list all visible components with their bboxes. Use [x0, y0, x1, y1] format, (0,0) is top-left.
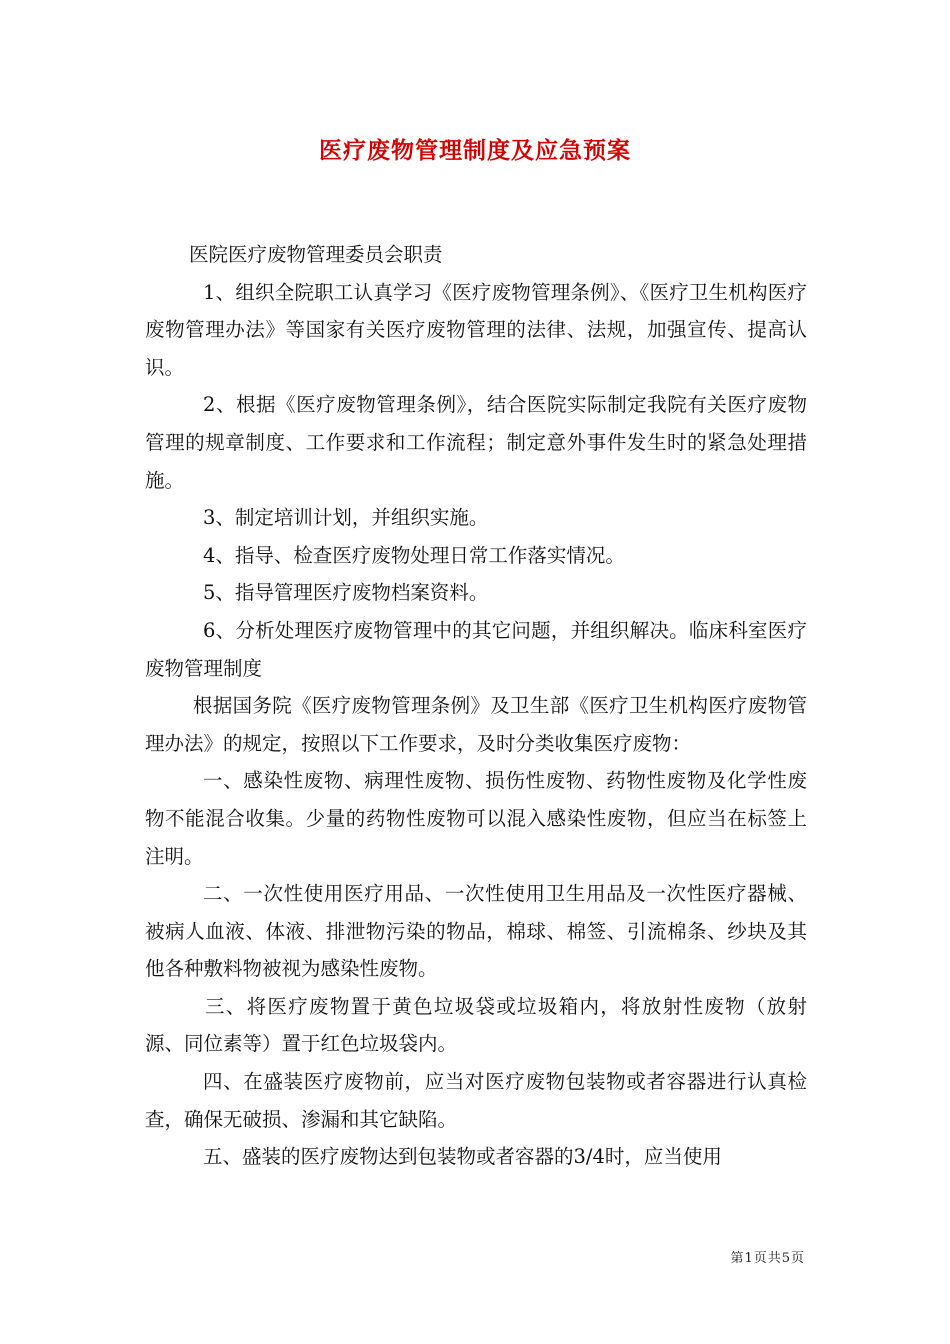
document-title: 医疗废物管理制度及应急预案 — [319, 137, 631, 164]
paragraph-8: 一、感染性废物、病理性废物、损伤性废物、药物性废物及化学性废物不能混合收集。少量的药物性废物可以混入感染性废物，但应当在标签上注明。 — [145, 769, 807, 868]
paragraph-7: 根据国务院《医疗废物管理条例》及卫生部《医疗卫生机构医疗废物管理办法》的规定，按照以下工作要求，及时分类收集医疗废物： — [145, 694, 807, 755]
paragraph-2: 2、根据《医疗废物管理条例》，结合医院实际制定我院有关医疗废物管理的规章制度、工作要求和工作流程；制定意外事件发生时的紧急处理措施。 — [145, 393, 807, 492]
paragraph-11: 四、在盛装医疗废物前，应当对医疗废物包装物或者容器进行认真检查，确保无破损、渗漏和其它缺陷。 — [145, 1070, 807, 1131]
paragraph-4: 4、指导、检查医疗废物处理日常工作落实情况。 — [203, 543, 625, 567]
paragraph-6: 6、分析处理医疗废物管理中的其它问题，并组织解决。临床科室医疗废物管理制度 — [145, 618, 807, 680]
paragraph-5: 5、指导管理医疗废物档案资料。 — [203, 581, 489, 605]
paragraph-12: 五、盛装的医疗废物达到包装物或者容器的3/4时，应当使用 — [203, 1145, 722, 1169]
paragraph-3: 3、制定培训计划，并组织实施。 — [203, 506, 489, 530]
paragraph-9: 二、一次性使用医疗用品、一次性使用卫生用品及一次性医疗器械、被病人血液、体液、排泄物污染的物品，棉球、棉签、引流棉条、纱块及其他各种敷料物被视为感染性废物。 — [145, 882, 807, 981]
document-body — [145, 236, 807, 1176]
paragraph-10: 三、将医疗废物置于黄色垃圾袋或垃圾箱内，将放射性废物（放射源、同位素等）置于红色垃圾袋内。 — [145, 994, 807, 1056]
section-heading: 医院医疗废物管理委员会职责 — [189, 243, 443, 266]
page-number: 第1页共5页 — [730, 1251, 805, 1266]
paragraph-1: 1、组织全院职工认真学习《医疗废物管理条例》、《医疗卫生机构医疗废物管理办法》等国家有关医疗废物管理的法律、法规，加强宣传、提高认识。 — [145, 280, 807, 379]
